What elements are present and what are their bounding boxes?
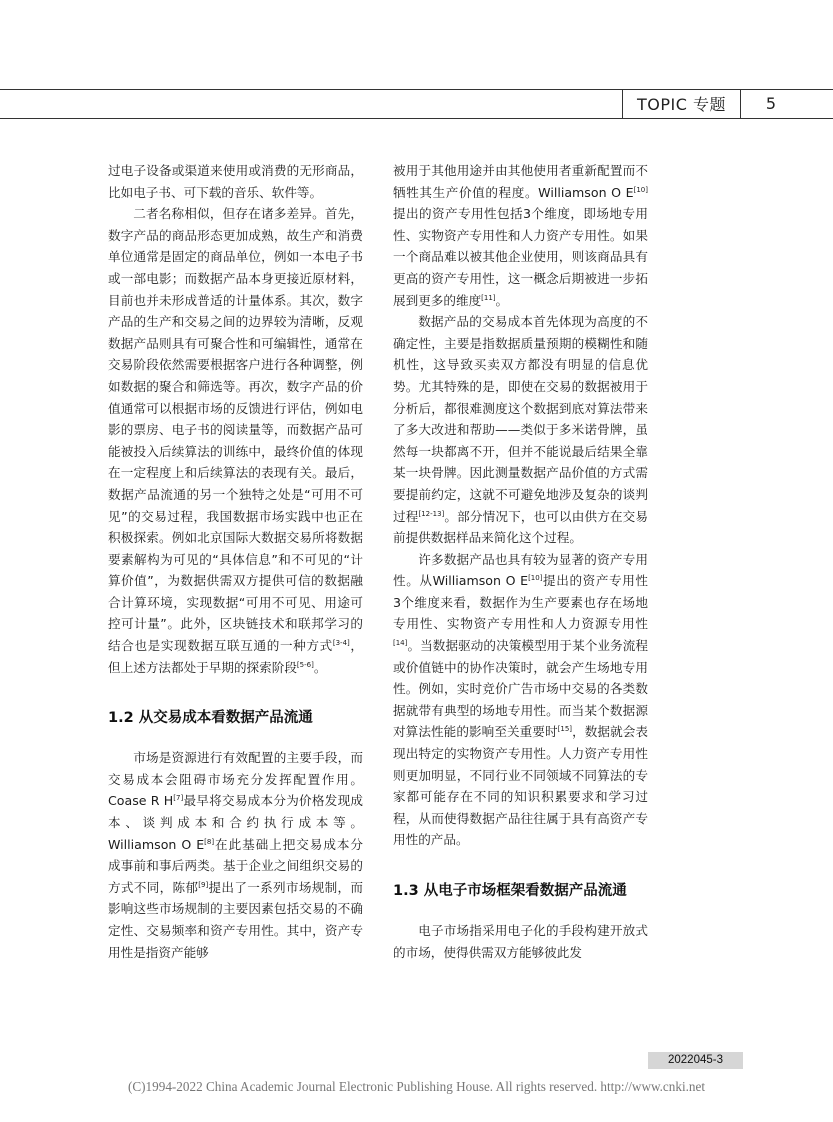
header-topic: TOPIC 专题 — [637, 95, 726, 114]
citation: [11] — [481, 293, 496, 302]
page-number: 5 — [765, 94, 777, 113]
right-column — [393, 160, 648, 963]
left-column — [108, 160, 363, 963]
running-header — [622, 89, 801, 118]
citation: [14] — [393, 639, 408, 648]
section-heading-1-3: 1.3 从电子市场框架看数据产品流通 — [393, 883, 627, 899]
citation: [7] — [173, 794, 184, 803]
paragraph: 许多数据产品也具有较为显著的资产专用性。从Williamson O E[10]提出的资产专用性3个维度来看，数据作为生产要素也存在场地专用性、实物资产专用性和人力资源专用性[14]。当数据驱动的决策模型用于某个业务流程或价值链中的协作决策时，就会产生场地专用性。例如，实时竞价广告市场中交易的各类数据就带有典型的场地专用性。而当某个数据源对算法性能的影响至关重要时[15]，数据就会表现出特定的实物资产专用性。人力资产专用性则更加明显，不同行业不同领域不同算法的专家都可能存在不同的知识积累要求和学习过程，从而使得数据产品往往属于具有高资产专用性的产品。 — [393, 551, 649, 848]
citation: [12-13] — [418, 509, 445, 518]
document-code: 2022045-3 — [648, 1052, 743, 1069]
citation: [8] — [204, 837, 215, 846]
citation: [10] — [528, 574, 543, 583]
paragraph: 被用于其他用途并由其他使用者重新配置而不牺牲其生产价值的程度。Williamson O E[10]提出的资产专用性包括3个维度，即场地专用性、实物资产专用性和人力资产专用性。如果一个商品难以被其他企业使用，则该商品具有更高的资产专用性，这一概念后期被进一步拓展到更多的维度[11]。 — [393, 163, 648, 308]
copyright-footer: (C)1994-2022 China Academic Journal Electronic Publishing House. All rights reserved. http://www.cnki.net — [127, 1079, 706, 1094]
paragraph: 市场是资源进行有效配置的主要手段，而交易成本会阻碍市场充分发挥配置作用。Coase R H[7]最早将交易成本分为价格发现成本、谈判成本和合约执行成本等。Williamson O E[8]在此基础上把交易成本分成事前和事后两类。基于企业之间组织交易的方式不同，陈郁[9]提出了一系列市场规制，而影响这些市场规制的主要因素包括交易的不确定性、交易频率和资产专用性。其中，资产专用性是指资产能够 — [108, 750, 364, 960]
paragraph: 二者名称相似，但存在诸多差异。首先，数字产品的商品形态更加成熟，故生产和消费单位通常是固定的商品单位，例如一本电子书或一部电影；而数据产品本身更接近原材料，目前也并未形成普适的计量体系。其次，数字产品的生产和交易之间的边界较为清晰，反观数据产品则具有可聚合性和可编辑性，通常在交易阶段依然需要根据客户进行各种调整，例如数据的聚合和筛选等。再次，数字产品的价值通常可以根据市场的反馈进行评估，例如电影的票房、电子书的阅读量等，而数据产品可能被投入后续算法的训练中，最终价值的体现在一定程度上和后续算法的表现有关。最后，数据产品流通的另一个独特之处是“可用不可见”的交易过程，我国数据市场实践中也正在积极探索。例如北京国际大数据交易所将数据要素解构为可见的“具体信息”和不可见的“计算价值”，为数据供需双方提供可信的数据融合计算环境，实现数据“可用不可见、用途可控可计量”。此外，区块链技术和联邦学习的结合也是实现数据互联互通的一种方式[3-4]，但上述方法都处于早期的探索阶段[5-6]。 — [108, 206, 364, 675]
citation: [3-4] — [332, 639, 350, 648]
paragraph: 电子市场指采用电子化的手段构建开放式的市场，使得供需双方能够彼此发 — [393, 923, 648, 960]
citation: [10] — [633, 185, 648, 194]
citation: [9] — [198, 880, 209, 889]
header-rule-bottom — [0, 118, 833, 119]
paragraph: 数据产品的交易成本首先体现为高度的不确定性，主要是指数据质量预期的模糊性和随机性，这导致买卖双方都没有明显的信息优势。尤其特殊的是，即使在交易的数据被用于分析后，都很难测度这个数据到底对算法带来了多大改进和帮助——类似于多米诺骨牌，虽然每一块都离不开，但并不能说最后结果全靠某一块骨牌。因此测量数据产品价值的方式需要提前约定，这就不可避免地涉及复杂的谈判过程[12-13]。部分情况下，也可以由供方在交易前提供数据样品来简化这个过程。 — [393, 314, 649, 546]
citation: [15] — [557, 725, 573, 734]
paragraph: 过电子设备或渠道来使用或消费的无形商品，比如电子书、可下载的音乐、软件等。 — [108, 163, 363, 200]
citation: [5-6] — [296, 660, 314, 669]
section-heading-1-2: 1.2 从交易成本看数据产品流通 — [108, 710, 313, 727]
